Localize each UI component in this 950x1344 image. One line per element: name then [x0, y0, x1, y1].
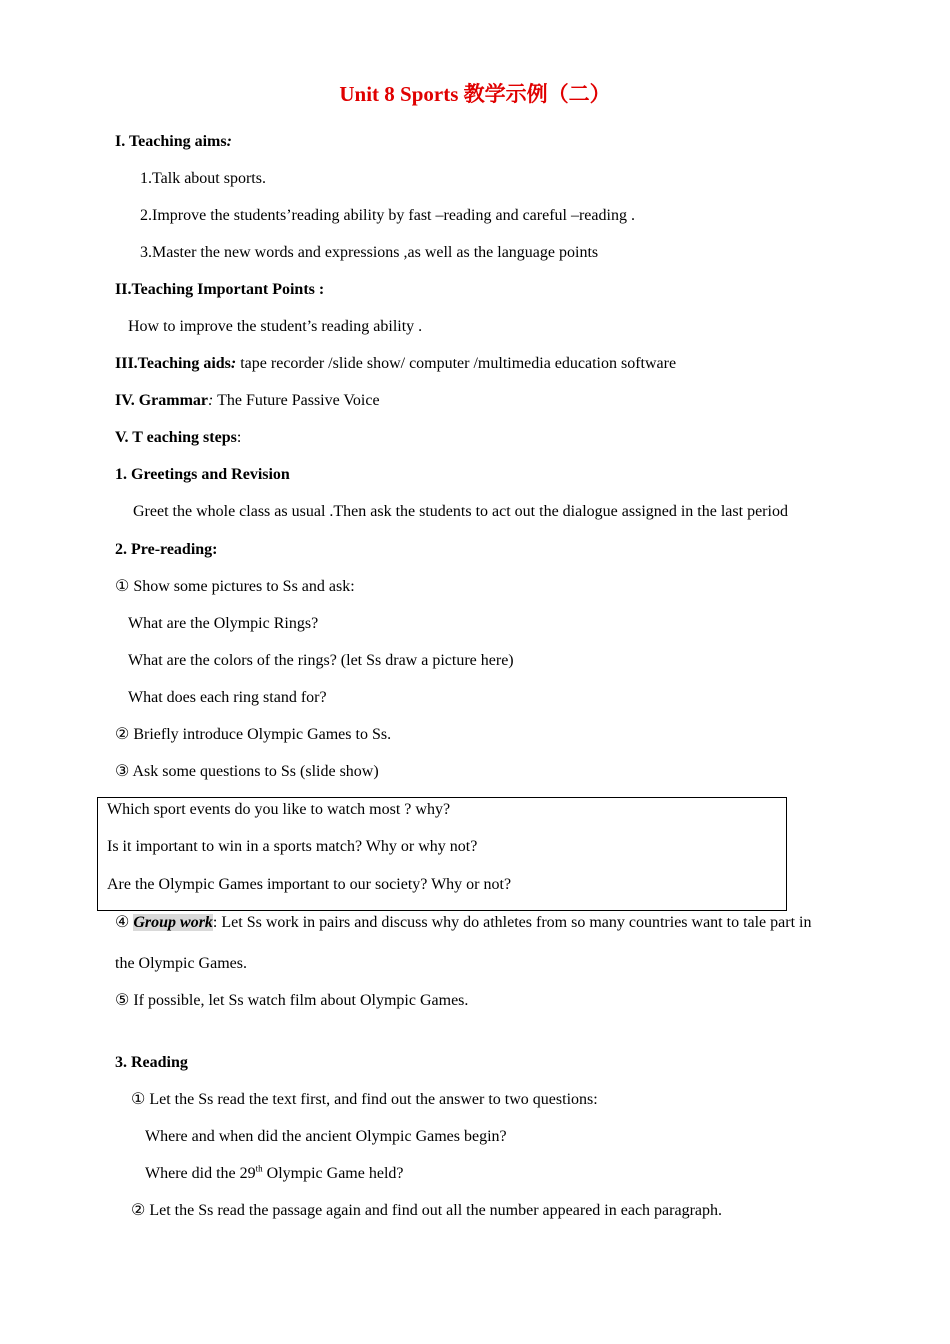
- step2-heading-label: 2. Pre-reading:: [115, 541, 218, 558]
- q2-pre: Where did the 29: [145, 1165, 256, 1182]
- points-text: How to improve the student’s reading ability .: [128, 318, 423, 335]
- aims-heading: [115, 131, 232, 153]
- step3-item2: ② Let the Ss read the passage again and find out all the number appeared in each paragraph.: [131, 1202, 722, 1219]
- box-question: Are the Olympic Games important to our society? Why or not?: [107, 876, 512, 893]
- points-heading-label: II.Teaching Important Points :: [115, 281, 325, 298]
- grammar-colon: :: [208, 392, 214, 409]
- step1-text: Greet the whole class as usual .Then ask the students to act out the dialogue assigned in the last period: [133, 503, 788, 520]
- aim-item: 3.Master the new words and expressions ,as well as the language points: [140, 244, 599, 261]
- step1-heading-label: 1. Greetings and Revision: [115, 466, 290, 483]
- grammar-line: [115, 390, 380, 412]
- item4-text: : Let Ss work in pairs and discuss why do athletes from so many countries want to tale part in: [212, 914, 812, 931]
- step2-item4-cont: the Olympic Games.: [115, 955, 247, 972]
- step3-heading: [115, 1052, 188, 1074]
- aim-item: 2.Improve the students’reading ability by fast –reading and careful –reading .: [140, 207, 635, 224]
- aids-heading: III.Teaching aids: [115, 355, 231, 372]
- aims-heading-label: I. Teaching aims: [115, 133, 227, 150]
- steps-line: [115, 427, 241, 449]
- aim-item: 1.Talk about sports.: [140, 170, 266, 187]
- aids-text: tape recorder /slide show/ computer /multimedia education software: [236, 355, 677, 372]
- box-question: Which sport events do you like to watch most ? why?: [107, 801, 451, 818]
- steps-colon: :: [236, 429, 242, 446]
- aids-colon: :: [230, 355, 237, 372]
- step3-question: Where and when did the ancient Olympic Games begin?: [145, 1128, 507, 1145]
- step2-question: What are the colors of the rings? (let Ss draw a picture here): [128, 652, 514, 669]
- grammar-heading: IV. Grammar: [115, 392, 209, 409]
- q2-sup: th: [255, 1163, 263, 1174]
- step2-question: What does each ring stand for?: [128, 689, 327, 706]
- step1-heading: [115, 464, 290, 486]
- q2-post: Olympic Game held?: [262, 1165, 404, 1182]
- step3-question: [145, 1163, 403, 1185]
- step2-item5: ⑤ If possible, let Ss watch film about Olympic Games.: [115, 992, 469, 1009]
- item4-marker: ④: [115, 914, 134, 931]
- document-title: Unit 8 Sports 教学示例（二）: [339, 82, 611, 106]
- step2-item3: ③ Ask some questions to Ss (slide show): [115, 763, 379, 780]
- group-work-label: Group work: [133, 914, 213, 931]
- step2-item4: [115, 912, 811, 934]
- step2-heading: [115, 539, 218, 561]
- step2-item1: ① Show some pictures to Ss and ask:: [115, 578, 355, 595]
- aims-heading-colon: :: [226, 133, 232, 150]
- aids-line: [115, 353, 676, 375]
- box-question: Is it important to win in a sports match? Why or why not?: [107, 838, 478, 855]
- step2-question: What are the Olympic Rings?: [128, 615, 319, 632]
- step3-item1: ① Let the Ss read the text first, and find out the answer to two questions:: [131, 1091, 598, 1108]
- steps-heading: V. T eaching steps: [115, 429, 237, 446]
- grammar-text: The Future Passive Voice: [213, 392, 380, 409]
- points-heading: [115, 279, 324, 301]
- step2-item2: ② Briefly introduce Olympic Games to Ss.: [115, 726, 392, 743]
- step3-heading-label: 3. Reading: [115, 1054, 188, 1071]
